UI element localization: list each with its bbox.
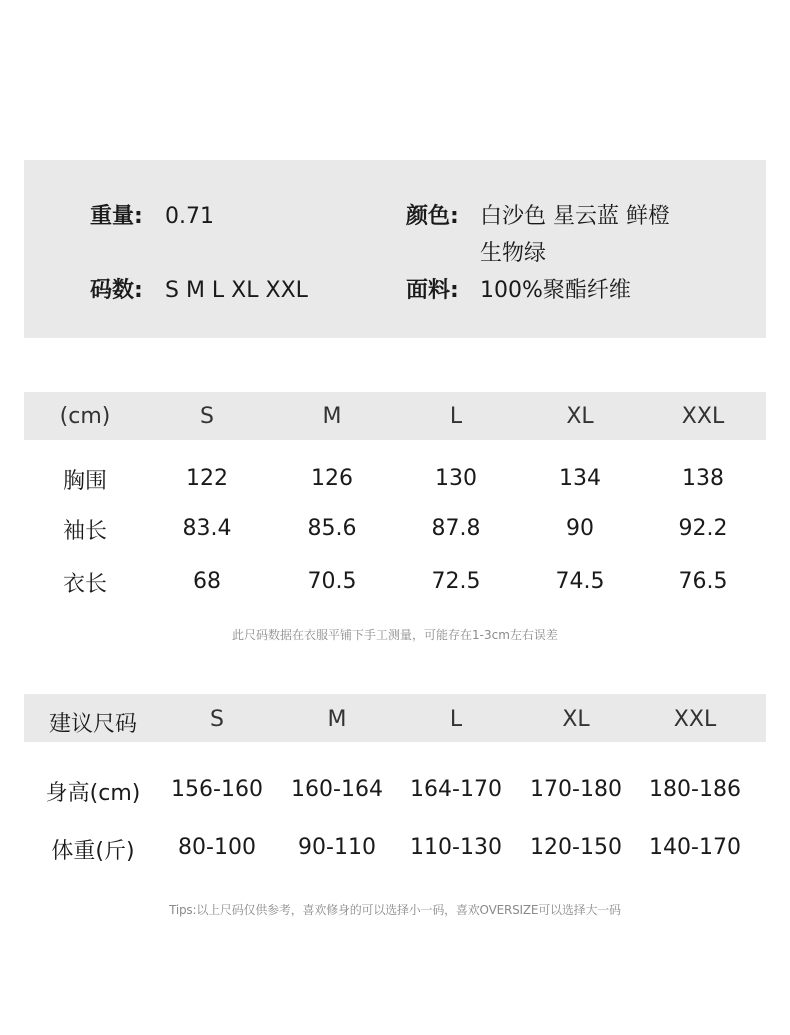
row-label-weight: 体重(斤) (51, 839, 135, 864)
row-label-length: 衣长 (62, 572, 107, 597)
row-label-height: 身高(cm) (45, 781, 141, 806)
weight-xl: 120-150 (530, 835, 622, 860)
weight-label: 重量: (90, 204, 143, 229)
length-s: 68 (193, 569, 221, 594)
measure-header-xl: XL (566, 404, 594, 429)
chest-s: 122 (186, 466, 228, 491)
length-m: 70.5 (307, 569, 357, 594)
sleeve-xl: 90 (566, 516, 594, 541)
color-label: 颜色: (406, 204, 459, 229)
recommend-header-l: L (449, 707, 463, 732)
tips-note: Tips:以上尺码仅供参考，喜欢修身的可以选择小一码，喜欢OVERSIZE可以选择大一码 (169, 903, 621, 917)
sleeve-xxl: 92.2 (678, 516, 728, 541)
length-xxl: 76.5 (678, 569, 728, 594)
measure-header-l: L (449, 404, 463, 429)
height-xl: 170-180 (530, 777, 622, 802)
length-l: 72.5 (431, 569, 481, 594)
height-xxl: 180-186 (649, 777, 741, 802)
row-label-sleeve: 袖长 (62, 519, 107, 544)
size-value: S M L XL XXL (165, 278, 308, 303)
color-value: 白沙色 星云蓝 鲜橙 生物绿 (480, 204, 670, 266)
chest-xl: 134 (559, 466, 601, 491)
fabric-value: 100%聚酯纤维 (480, 278, 631, 303)
fabric-label: 面料: (406, 278, 459, 303)
recommend-header-title: 建议尺码 (48, 712, 137, 737)
chest-l: 130 (435, 466, 477, 491)
length-xl: 74.5 (555, 569, 605, 594)
size-label: 码数: (90, 278, 143, 303)
weight-xxl: 140-170 (649, 835, 741, 860)
weight-s: 80-100 (178, 835, 256, 860)
measure-header-s: S (200, 404, 214, 429)
sleeve-s: 83.4 (182, 516, 232, 541)
chest-m: 126 (311, 466, 353, 491)
measure-header-unit: (cm) (59, 404, 111, 429)
sleeve-l: 87.8 (431, 516, 481, 541)
measure-header-xxl: XXL (681, 404, 725, 429)
weight-value: 0.71 (165, 204, 214, 229)
height-m: 160-164 (291, 777, 383, 802)
measure-note: 此尺码数据在衣服平铺下手工测量，可能存在1-3cm左右误差 (232, 628, 558, 642)
height-l: 164-170 (410, 777, 502, 802)
recommend-header-m: M (327, 707, 347, 732)
measure-header-m: M (322, 404, 342, 429)
recommend-header-xl: XL (562, 707, 590, 732)
sleeve-m: 85.6 (307, 516, 357, 541)
row-label-chest: 胸围 (62, 469, 107, 494)
weight-l: 110-130 (410, 835, 502, 860)
recommend-header-xxl: XXL (673, 707, 717, 732)
chest-xxl: 138 (682, 466, 724, 491)
recommend-header-s: S (210, 707, 224, 732)
weight-m: 90-110 (298, 835, 376, 860)
height-s: 156-160 (171, 777, 263, 802)
